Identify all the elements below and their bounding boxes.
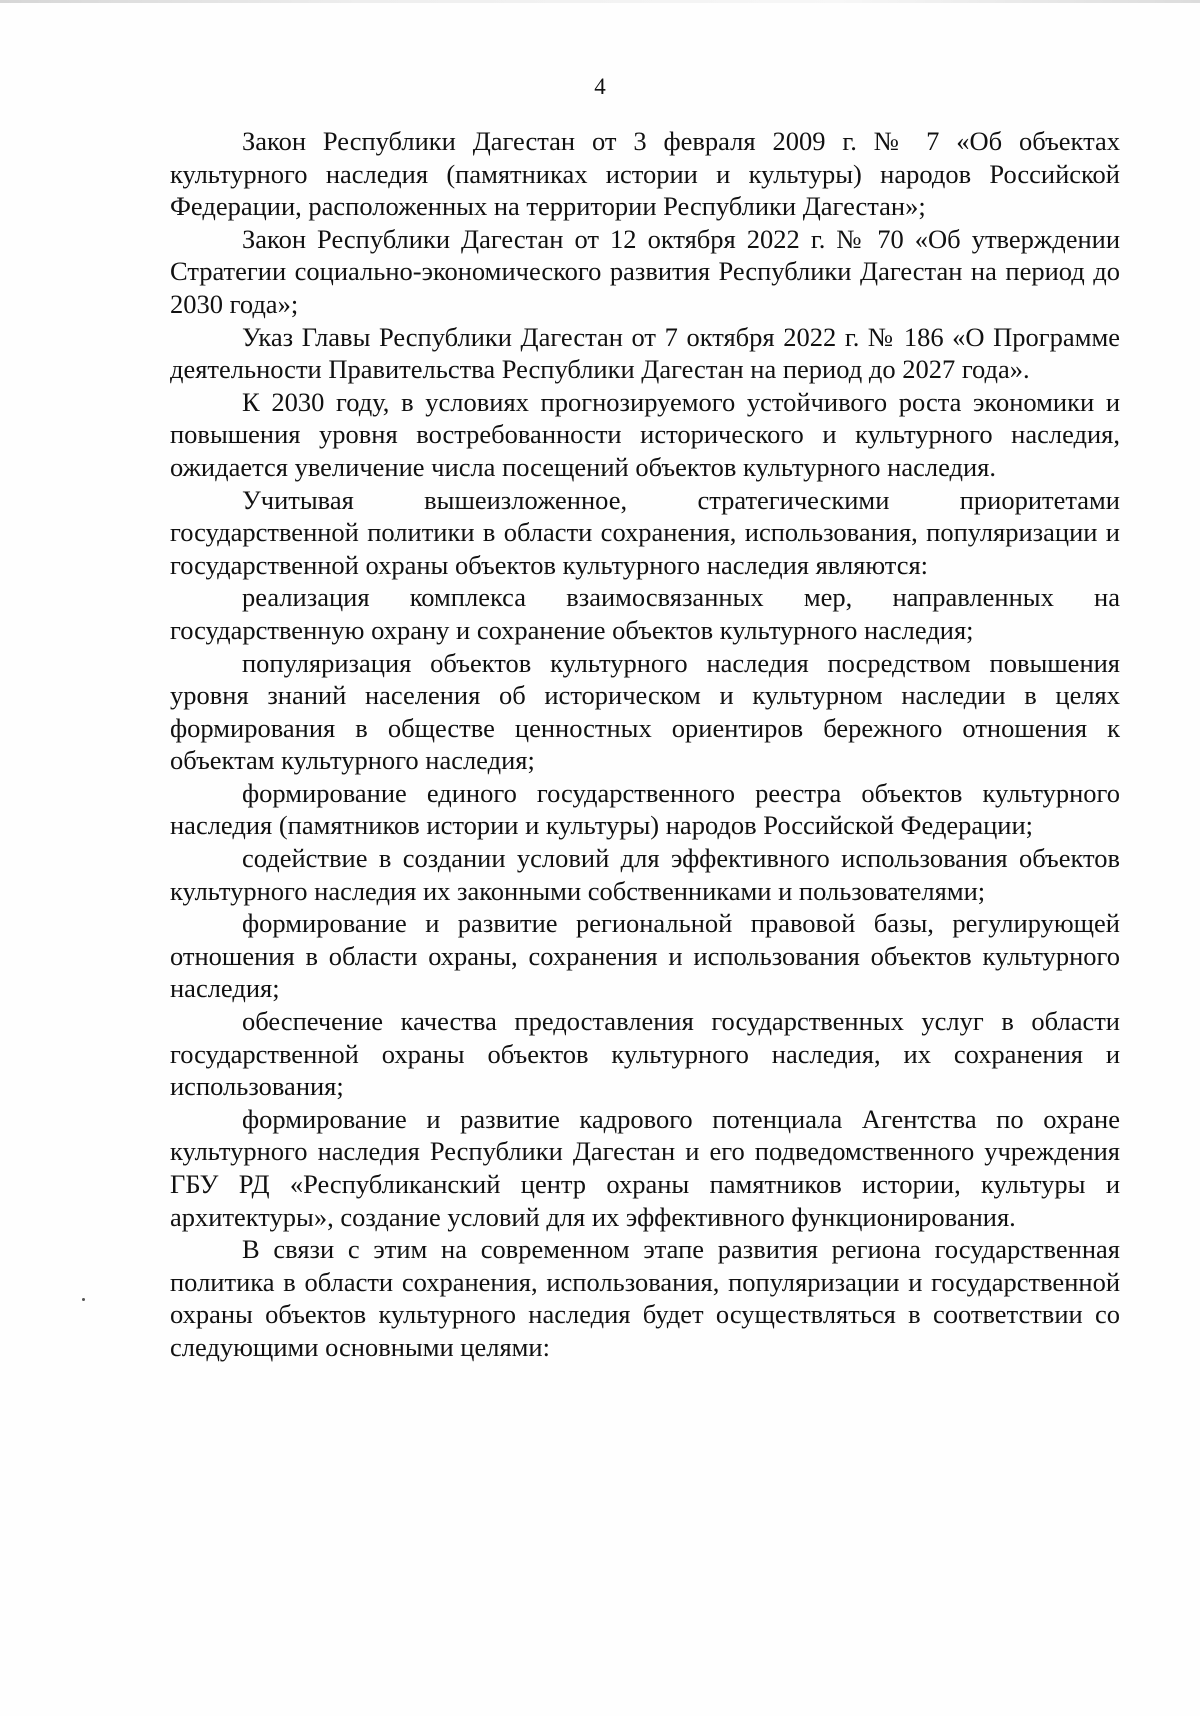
- scan-edge: [0, 0, 1200, 3]
- list-item-personnel: формирование и развитие кадрового потенциала Агентства по охране культурного наследия Республики Дагестан и его подведомственного учреждения ГБУ РД «Республиканский центр охраны памятников истории, культуры и архитектуры», создание условий для их эффективного функционирования.: [170, 1103, 1120, 1232]
- paragraph-decree-186: Указ Главы Республики Дагестан от 7 октября 2022 г. № 186 «О Программе деятельности Правительства Республики Дагестан на период до 2027 года».: [170, 321, 1120, 385]
- paragraph-law-2022: Закон Республики Дагестан от 12 октября 2022 г. № 70 «Об утверждении Стратегии социально-экономического развития Республики Дагестан на период до 2030 года»;: [170, 223, 1120, 319]
- paragraph-law-2009: Закон Республики Дагестан от 3 февраля 2009 г. № 7 «Об объектах культурного наследия (памятниках истории и культуры) народов Российской Федерации, расположенных на территории Республики Дагестан»;: [170, 126, 1120, 222]
- list-item-popularization: популяризация объектов культурного наследия посредством повышения уровня знаний населения об историческом и культурном наследии в целях формирования в обществе ценностных ориентиров бережного отношения к объектам культурного наследия;: [170, 647, 1120, 776]
- paragraph-main-goals: В связи с этим на современном этапе развития региона государственная политика в области сохранения, использования, популяризации и государственной охраны объектов культурного наследия будет осуществляться в соответствии со следующими основными целями:: [170, 1234, 1120, 1362]
- paragraph-forecast-2030: К 2030 году, в условиях прогнозируемого устойчивого роста экономики и повышения уровня востребованности исторического и культурного наследия, ожидается увеличение числа посещений объектов культурного наследия.: [170, 386, 1120, 482]
- page-number: 4: [594, 74, 606, 99]
- list-item-protection-measures: реализация комплекса взаимосвязанных мер, направленных на государственную охрану и сохранение объектов культурного наследия;: [170, 582, 1120, 645]
- scan-speck: [82, 1298, 85, 1301]
- paragraph-priorities-intro: Учитывая вышеизложенное, стратегическими приоритетами государственной политики в области сохранения, использования, популяризации и государственной охраны объектов культурного наследия являются:: [170, 484, 1120, 580]
- list-item-unified-registry: формирование единого государственного реестра объектов культурного наследия (памятников истории и культуры) народов Российской Федерации;: [170, 777, 1120, 841]
- list-item-public-services: обеспечение качества предоставления государственных услуг в области государственной охраны объектов культурного наследия, их сохранения и использования;: [170, 1006, 1120, 1102]
- list-item-effective-use: содействие в создании условий для эффективного использования объектов культурного наследия их законными собственниками и пользователями;: [170, 843, 1120, 906]
- list-item-legal-base: формирование и развитие региональной правовой базы, регулирующей отношения в области охраны, сохранения и использования объектов культурного наследия;: [170, 908, 1120, 1004]
- document-body: [170, 125, 1120, 1364]
